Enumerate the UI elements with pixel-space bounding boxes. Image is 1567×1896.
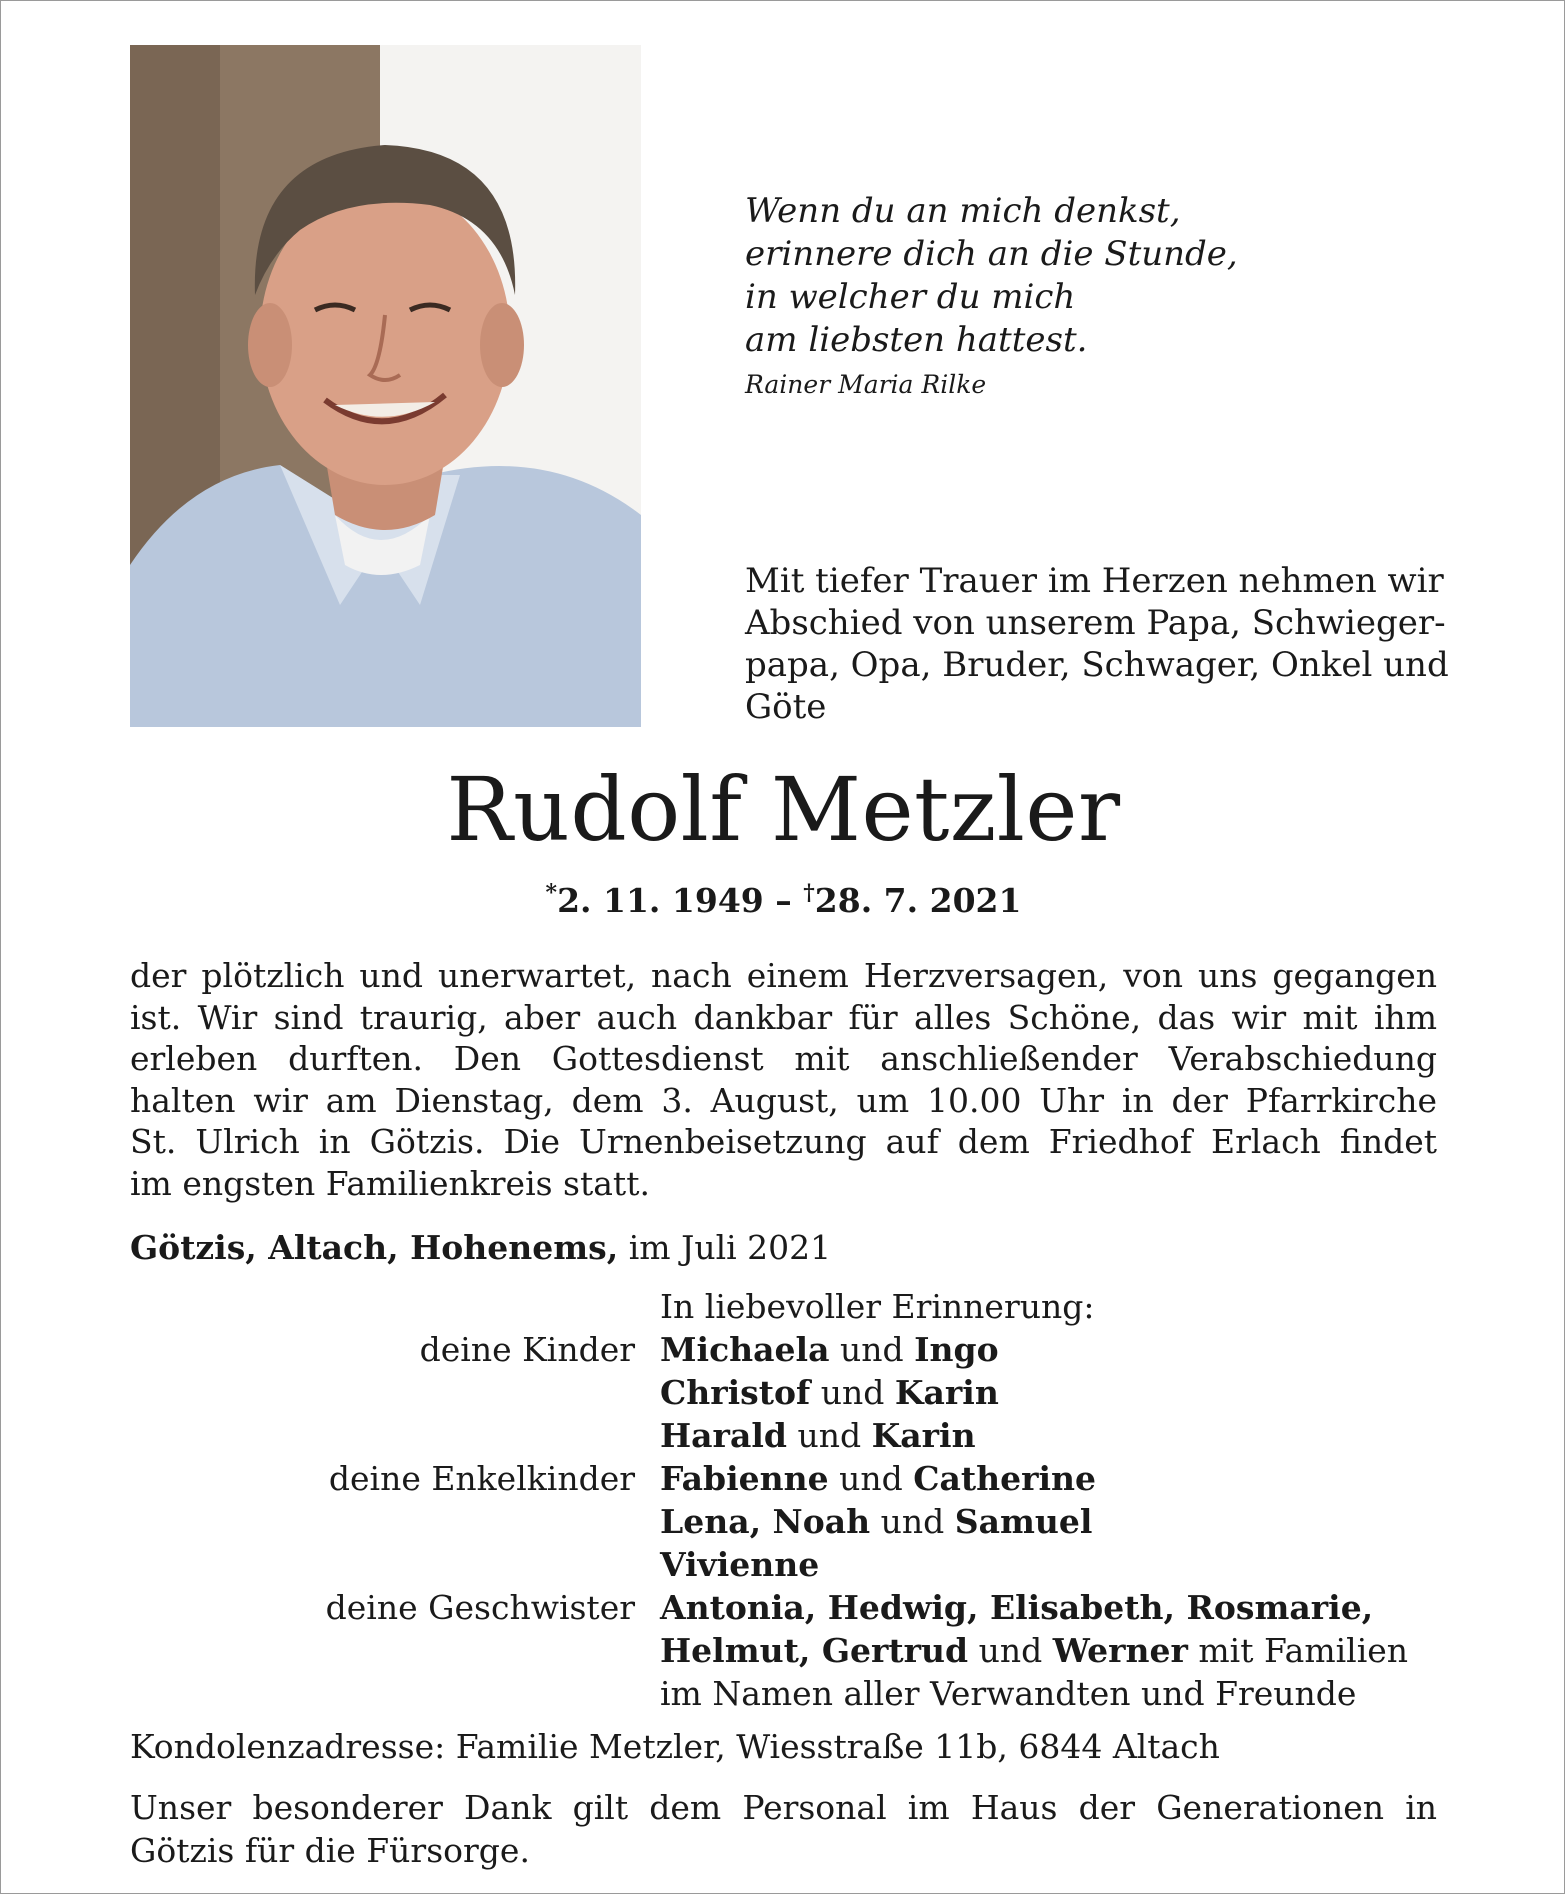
death-date: 28. 7. 2021 — [814, 881, 1022, 920]
life-dates — [0, 880, 1567, 920]
family-names: Vivienne — [660, 1545, 820, 1584]
siblings-label: deine Geschwister — [325, 1588, 635, 1627]
body-line: ist. Wir sind traurig, aber auch dankbar für alles Schöne, das wir mit ihm — [130, 997, 1437, 1037]
thanks-text — [130, 1786, 1437, 1872]
intro-line: papa, Opa, Bruder, Schwager, Onkel und — [745, 645, 1449, 685]
quote-line: in welcher du mich — [745, 277, 1076, 317]
family-row — [130, 1328, 1437, 1371]
body-line: halten wir am Dienstag, dem 3. August, um 10.00 Uhr in der Pfarrkirche — [130, 1080, 1437, 1120]
family-row — [130, 1285, 1437, 1328]
family-list — [130, 1285, 1437, 1715]
family-row — [130, 1414, 1437, 1457]
date-separator: – — [775, 881, 792, 920]
relatives-line: im Namen aller Verwandten und Freunde — [660, 1674, 1357, 1713]
thanks-line: Götzis für die Fürsorge. — [130, 1831, 530, 1870]
family-row — [130, 1543, 1437, 1586]
family-row — [130, 1457, 1437, 1500]
body-text — [130, 955, 1437, 1204]
family-names: Michaela und Ingo — [660, 1330, 999, 1369]
intro-text — [745, 560, 1449, 728]
family-names: Fabienne und Catherine — [660, 1459, 1097, 1498]
family-names: Antonia, Hedwig, Elisabeth, Rosmarie, — [660, 1588, 1374, 1627]
quote-line: am liebsten hattest. — [745, 320, 1088, 360]
birth-date: 2. 11. 1949 — [557, 881, 764, 920]
thanks-line: Unser besonderer Dank gilt dem Personal im Haus der Generationen in — [130, 1788, 1437, 1827]
deceased-name: Rudolf Metzler — [446, 758, 1121, 861]
rilke-quote — [745, 190, 1305, 362]
body-line: im engsten Familienkreis statt. — [130, 1163, 650, 1203]
place-month: im Juli 2021 — [628, 1228, 832, 1267]
family-names: Christof und Karin — [660, 1373, 999, 1412]
body-line: erleben durften. Den Gottesdienst mit anschließender Verabschiedung — [130, 1039, 1437, 1078]
family-row — [130, 1500, 1437, 1543]
quote-line: Wenn du an mich denkst, — [745, 191, 1181, 231]
intro-line: Göte — [745, 687, 827, 727]
body-line: St. Ulrich in Götzis. Die Urnenbeisetzung auf dem Friedhof Erlach findet — [130, 1122, 1437, 1161]
intro-line: Abschied von unserem Papa, Schwieger- — [745, 603, 1446, 643]
family-row — [130, 1586, 1437, 1629]
place-date — [130, 1228, 831, 1267]
family-names: Harald und Karin — [660, 1416, 976, 1455]
condolence-address: Kondolenzadresse: Familie Metzler, Wiesstraße 11b, 6844 Altach — [130, 1727, 1220, 1766]
family-heading: In liebevoller Erinnerung: — [660, 1287, 1095, 1326]
family-names: Helmut, Gertrud und Werner mit Familien — [660, 1631, 1409, 1670]
quote-line: erinnere dich an die Stunde, — [745, 234, 1238, 274]
family-row — [130, 1371, 1437, 1414]
body-line: der plötzlich und unerwartet, nach einem Herzversagen, von uns gegangen — [130, 956, 1437, 995]
grandchildren-label: deine Enkelkinder — [328, 1459, 635, 1498]
death-symbol: † — [803, 880, 815, 906]
family-names: Lena, Noah und Samuel — [660, 1502, 1093, 1541]
children-label: deine Kinder — [419, 1330, 635, 1369]
portrait-photo — [130, 45, 641, 727]
family-row — [130, 1629, 1437, 1672]
family-row — [130, 1672, 1437, 1715]
intro-line: Mit tiefer Trauer im Herzen nehmen wir — [745, 561, 1444, 601]
place-towns: Götzis, Altach, Hohenems, — [130, 1228, 619, 1267]
birth-symbol: * — [545, 880, 558, 906]
quote-author: Rainer Maria Rilke — [745, 370, 987, 399]
